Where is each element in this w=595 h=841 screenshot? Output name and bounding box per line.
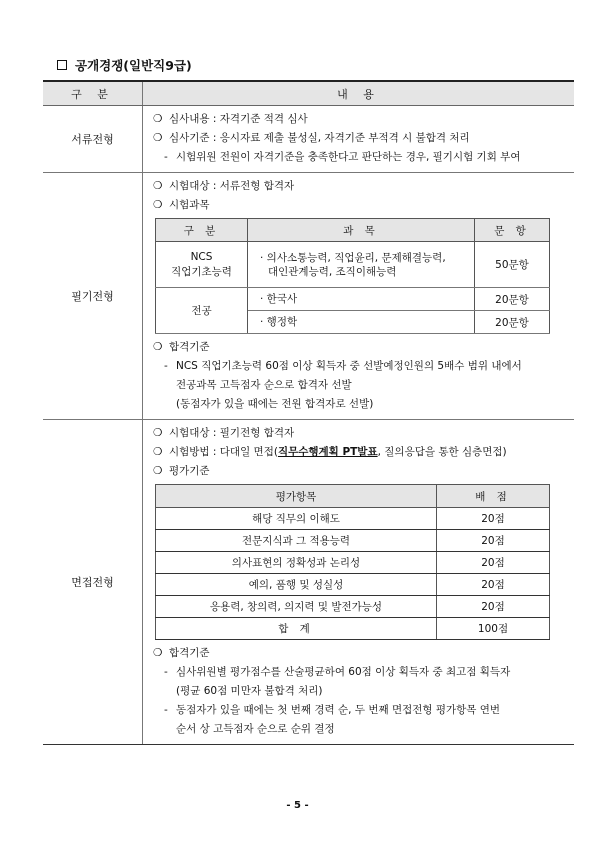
selection-table <box>43 80 574 745</box>
table-header <box>43 81 574 106</box>
subjects-cell-subject: · 한국사 <box>248 288 475 311</box>
list-item: ❍ 심사기준 : 응시자료 제출 불성실, 자격기준 부적격 시 불합격 처리 <box>153 129 564 148</box>
circle-bullet-icon: ❍ <box>153 341 163 353</box>
criteria-header-item: 평가항목 <box>156 485 437 508</box>
table-row <box>156 242 550 288</box>
subjects-header-category: 구 분 <box>156 219 248 242</box>
circle-bullet-icon: ❍ <box>153 113 163 125</box>
subjects-cell-subject: · 의사소통능력, 직업윤리, 문제해결능력, 대인관계능력, 조직이해능력 <box>248 242 475 288</box>
criteria-header-score: 배 점 <box>437 485 550 508</box>
section-title-text: 공개경쟁(일반직9급) <box>75 58 192 73</box>
list-item: - 심사위원별 평가점수를 산술평균하여 60점 이상 획득자 중 최고점 획득자 <box>153 663 564 682</box>
subjects-cell-category: NCS 직업기초능력 <box>156 242 248 288</box>
label-interview: 면접전형 <box>43 420 143 745</box>
list-item: - 동점자가 있을 때에는 첫 번째 경력 순, 두 번째 면접전형 평가항목 연번 <box>153 701 564 720</box>
dash-icon: - <box>164 151 168 163</box>
list-item: - NCS 직업기초능력 60점 이상 획득자 중 선발예정인원의 5배수 범위 내에서 <box>153 357 564 376</box>
table-row-total: 합 계 100점 <box>156 618 550 640</box>
list-item-continuation: (동점자가 있을 때에는 전원 합격자로 선발) <box>176 398 374 410</box>
list-item: ❍ 합격기준 <box>153 644 564 663</box>
list-item: ❍ 시험과목 <box>153 196 564 215</box>
subjects-cell-count: 20문항 <box>475 288 550 311</box>
circle-bullet-icon: ❍ <box>153 427 163 439</box>
list-item: ❍ 심사내용 : 자격기준 적격 심사 <box>153 110 564 129</box>
list-item: ❍ 평가기준 <box>153 462 564 481</box>
circle-bullet-icon: ❍ <box>153 180 163 192</box>
section-title <box>57 56 192 74</box>
pt-highlight: 직무수행계획 PT발표 <box>277 446 378 458</box>
table-row: 응용력, 창의력, 의지력 및 발전가능성 20점 <box>156 596 550 618</box>
list-item: - 시험위원 전원이 자격기준을 충족한다고 판단하는 경우, 필기시험 기회 부여 <box>153 148 564 167</box>
subjects-cell-count: 50문항 <box>475 242 550 288</box>
list-item: ❍ 시험방법 : 다대일 면접(직무수행계획 PT발표, 질의응답을 통한 심층면접) <box>153 443 564 462</box>
circle-bullet-icon: ❍ <box>153 132 163 144</box>
table-row: 의사표현의 정확성과 논리성 20점 <box>156 552 550 574</box>
square-bullet-icon <box>57 60 67 70</box>
list-item-continuation: 순서 상 고득점자 순으로 순위 결정 <box>176 723 335 735</box>
circle-bullet-icon: ❍ <box>153 465 163 477</box>
page-number: - 5 - <box>286 800 309 811</box>
table-row: 예의, 품행 및 성실성 20점 <box>156 574 550 596</box>
list-item-continuation: 전공과목 고득점자 순으로 합격자 선발 <box>176 379 352 391</box>
dash-icon: - <box>164 704 168 716</box>
list-item: ❍ 합격기준 <box>153 338 564 357</box>
header-category: 구 분 <box>43 81 143 106</box>
dash-icon: - <box>164 360 168 372</box>
circle-bullet-icon: ❍ <box>153 446 163 458</box>
subjects-header-count: 문 항 <box>475 219 550 242</box>
subjects-cell-count: 20문항 <box>475 311 550 334</box>
subjects-table <box>155 218 550 334</box>
row-interview <box>43 420 574 745</box>
circle-bullet-icon: ❍ <box>153 647 163 659</box>
label-document: 서류전형 <box>43 106 143 173</box>
list-item-continuation: (평균 60점 미만자 불합격 처리) <box>176 685 323 697</box>
header-content: 내 용 <box>143 81 575 106</box>
dash-icon: - <box>164 666 168 678</box>
list-item: ❍ 시험대상 : 필기전형 합격자 <box>153 424 564 443</box>
table-row: 해당 직무의 이해도 20점 <box>156 508 550 530</box>
row-written <box>43 173 574 420</box>
subjects-cell-subject: · 행정학 <box>248 311 475 334</box>
table-row: 전문지식과 그 적용능력 20점 <box>156 530 550 552</box>
circle-bullet-icon: ❍ <box>153 199 163 211</box>
subjects-cell-category: 전공 <box>156 288 248 334</box>
label-written: 필기전형 <box>43 173 143 420</box>
table-row <box>156 288 550 311</box>
list-item: ❍ 시험대상 : 서류전형 합격자 <box>153 177 564 196</box>
criteria-table <box>155 484 550 640</box>
subjects-header-subject: 과 목 <box>248 219 475 242</box>
row-document <box>43 106 574 173</box>
